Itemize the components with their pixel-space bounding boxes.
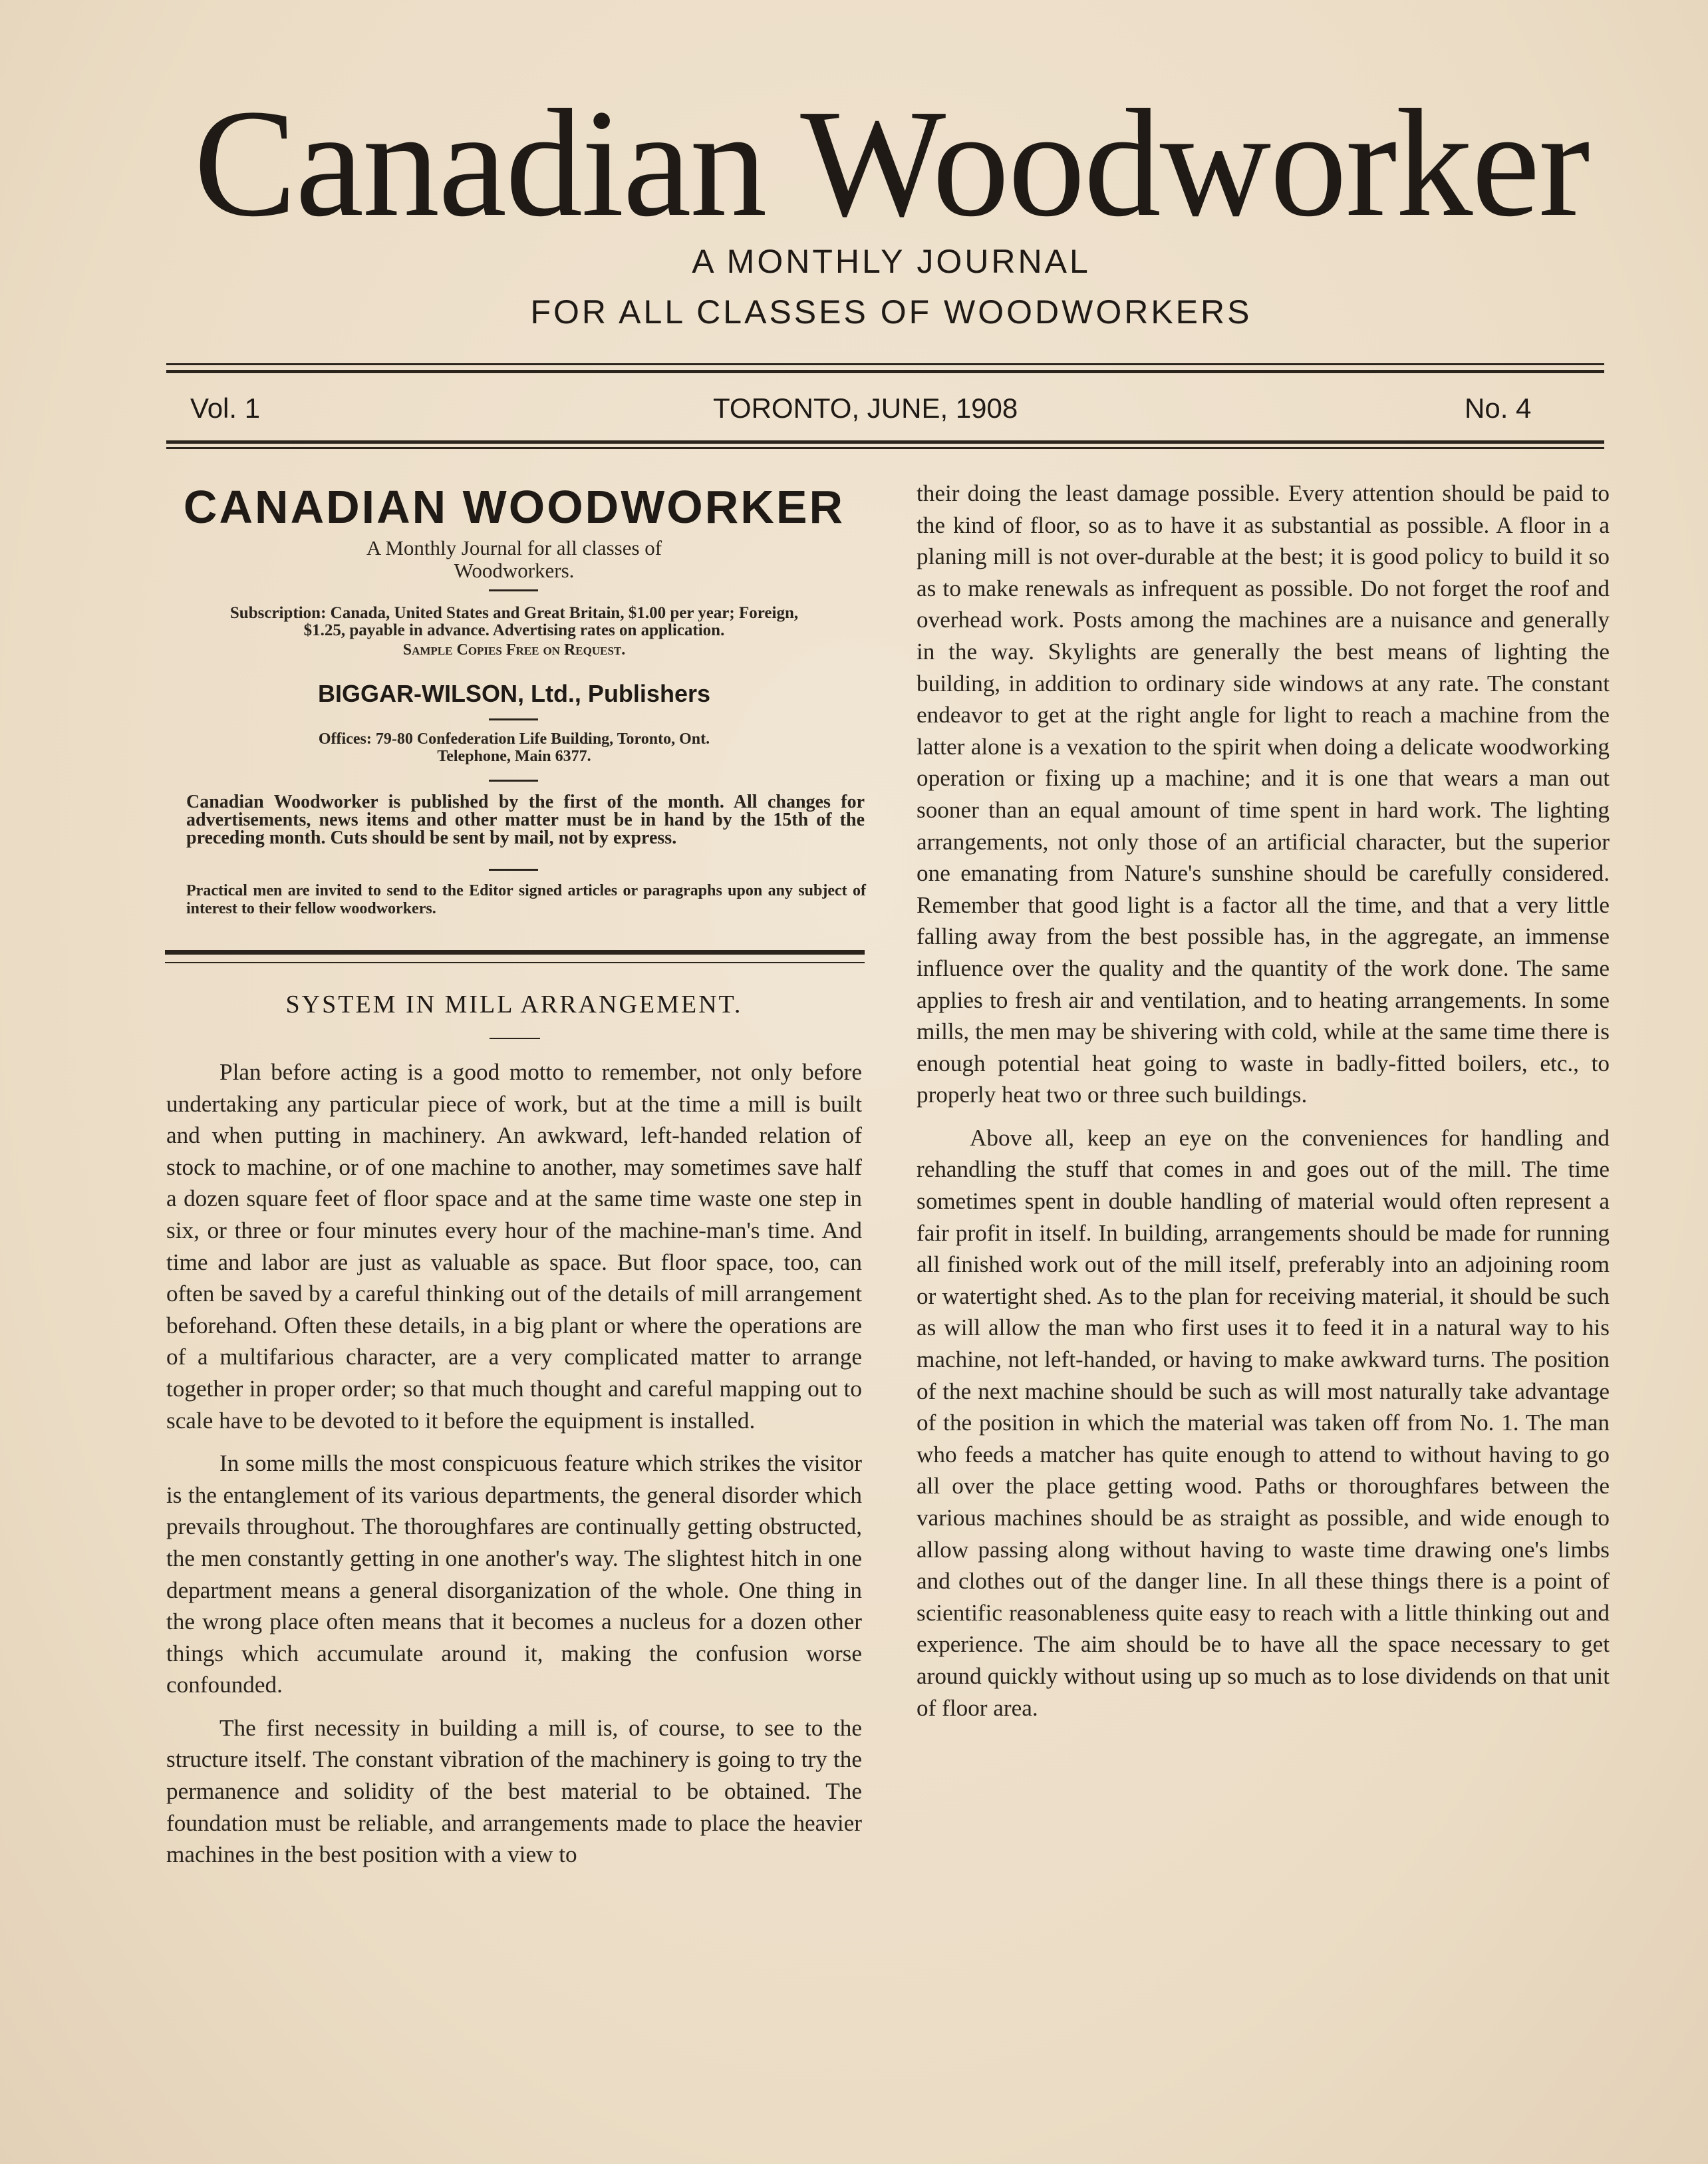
paragraph: The first necessity in building a mill is, of course, to see to the structure itself. The constant vibration of the machinery is going to try the permanence and solidity of the best material to be obtained. The foundation must be reliable, and arrangements made to place the heavier machines in the best position with a view to bbox=[166, 1714, 862, 1868]
bottom-rule-thick bbox=[166, 440, 1604, 444]
divider bbox=[489, 718, 538, 720]
article-left-column bbox=[166, 1056, 862, 1871]
masthead-title: Canadian Woodworker bbox=[194, 78, 1589, 249]
volume-label: Vol. 1 bbox=[190, 392, 261, 424]
paragraph: In some mills the most conspicuous feature which strikes the visitor is the entanglement of its various departments, the general disorder which prevails throughout. The thoroughfares are continually getting obstructed, the men constantly getting in one another's way. The slightest hitch in one department means a general disorganization of the whole. One thing in the wrong place often means that it becomes a nucleus for a dozen other things which accumulate around it, making the confusion worse confounded. bbox=[166, 1450, 862, 1698]
divider bbox=[489, 589, 538, 591]
dateline bbox=[166, 392, 1604, 432]
bottom-rule-thin bbox=[166, 447, 1604, 449]
tagline-line-1: A Monthly Journal for all classes of bbox=[366, 536, 662, 559]
divider bbox=[489, 869, 538, 871]
invitation-note: Practical men are invited to send to the Editor signed articles or paragraphs upon any subject of interest to their fellow woodworkers. bbox=[186, 882, 866, 917]
masthead-subtitle-1: A MONTHLY JOURNAL bbox=[692, 243, 1091, 280]
tagline-line-2: Woodworkers. bbox=[454, 559, 575, 582]
telephone-line: Telephone, Main 6377. bbox=[437, 748, 591, 765]
place-date-label: TORONTO, JUNE, 1908 bbox=[713, 392, 1018, 424]
offices-line: Offices: 79-80 Confederation Life Building, Toronto, Ont. bbox=[318, 730, 710, 748]
masthead-subtitle-2: FOR ALL CLASSES OF WOODWORKERS bbox=[530, 293, 1252, 331]
top-rule-thick bbox=[166, 370, 1604, 373]
sample-copies-line: Sample Copies Free on Request. bbox=[402, 641, 626, 659]
subscription-line-1: Subscription: Canada, United States and Great Britain, $1.00 per year; Foreign, bbox=[229, 604, 799, 622]
heading-divider bbox=[490, 1038, 540, 1039]
paragraph: their doing the least damage possible. Every attention should be paid to the kind of floor, so as to have it as substantial as possible. A floor in a planing mill is not over-durable at the best; it is good policy to build it so as to make renewals as infrequent as possible. Do not forget the roof and overhead work. Posts among the machines are a nuisance and generally in the way. Skylights are generally the best means of lighting the building, in addition to ordinary side windows at any rate. The constant endeavor to get at the right angle for light to reach a machine from the latter alone is a vexation to the spirit when doing a delicate woodworking operation or fixing up a machine; and it is one that wears a man out sooner than an equal amount of time spent in hard work. The lighting arrangements, not only those of an artificial character, but the superior one emanating from Nature's sunshine should be carefully considered. Remember that good light is a factor all the time, and that a very little falling away from the best possible has, in the aggregate, an immense influence over the quality and the quantity of the work done. The same applies to fresh air and ventilation, and to heating arrangements. In some mills, the men may be shivering with cold, while at the same time there is enough potential heat going to waste in badly-fitted boilers, etc., to properly heat two or three such buildings. bbox=[917, 480, 1610, 1108]
publication-note: Canadian Woodworker is published by the first of the month. All changes for advertisements, news items and other matter must be in hand by the 15th of the preceding month. Cuts should be sent by mail, not by express. bbox=[186, 792, 865, 848]
paragraph: Above all, keep an eye on the conveniences for handling and rehandling the stuff that comes in and goes out of the mill. The time sometimes spent in double handling of material would often represent a fair profit in itself. In building, arrangements should be made for running all finished work out of the mill itself, preferably into an adjoining room or watertight shed. As to the plan for receiving material, it should be such as will allow the man who first uses it to feed it in a natural way to his machine, not left-handed, or having to make awkward turns. The position of the next machine should be such as will most naturally take advantage of the position in which the material was taken off from No. 1. The man who feeds a matcher has quite enough to attend to without having to go all over the place getting wood. Paths or thoroughfares between the various machines should be as straight as possible, and wide enough to allow passing along without having to waste time drawing one's limbs and clothes out of the danger line. In all these things there is a point of scientific reasonableness quite easy to reach with a little thinking out and experience. The aim should be to have all the space necessary to get around quickly without using up so much as to lose dividends on that unit of floor area. bbox=[917, 1124, 1610, 1721]
subscription-line-2: $1.25, payable in advance. Advertising rates on application. bbox=[303, 621, 725, 639]
publisher-line: BIGGAR-WILSON, Ltd., Publishers bbox=[317, 680, 710, 707]
publication-name: CANADIAN WOODWORKER bbox=[183, 481, 845, 533]
top-rule-thin bbox=[166, 363, 1604, 365]
paragraph: Plan before acting is a good motto to remember, not only before undertaking any particular piece of work, but at the time a mill is built and when putting in machinery. An awkward, left-handed relation of stock to machine, or of one machine to another, may sometimes save half a dozen square feet of floor space and at the same time waste one step in six, or three or four minutes every hour of the machine-man's time. And time and labor are just as valuable as space. But floor space, too, can often be saved by a careful thinking out of the details of mill arrangement beforehand. Often these details, in a big plant or where the operations are of a multifarious character, are a very complicated matter to arrange together in proper order; so that much thought and careful mapping out to scale have to be devoted to it before the equipment is installed. bbox=[166, 1059, 862, 1434]
info-box-rule-thin bbox=[165, 962, 865, 963]
article-heading: SYSTEM IN MILL ARRANGEMENT. bbox=[285, 991, 743, 1018]
issue-number-label: No. 4 bbox=[1465, 392, 1532, 424]
divider bbox=[489, 780, 538, 782]
article-right-column bbox=[917, 478, 1610, 1724]
info-box-rule-thick bbox=[165, 950, 865, 955]
